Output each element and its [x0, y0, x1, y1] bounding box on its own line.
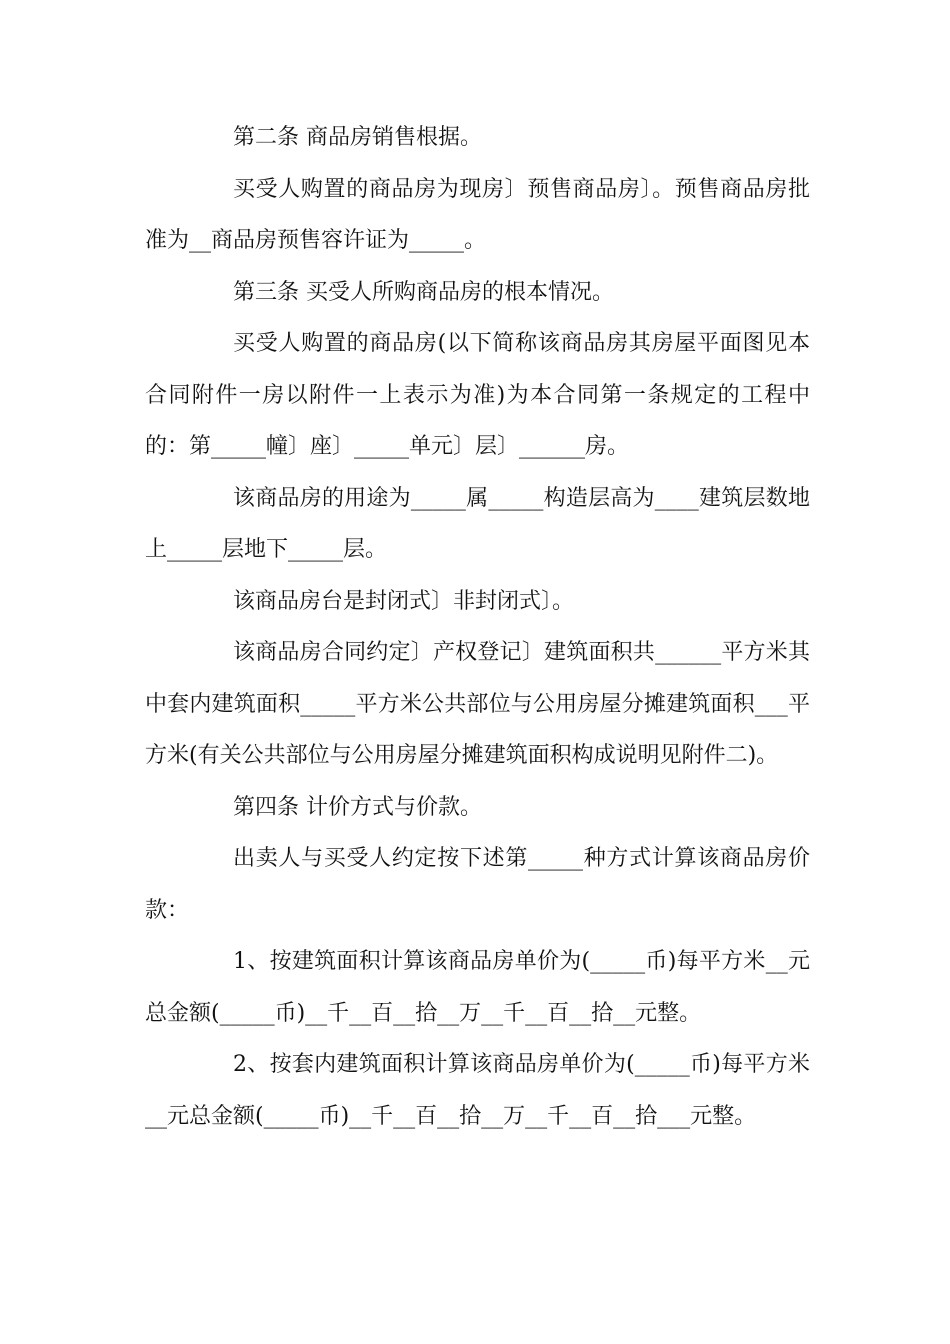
- article-4-heading: 第四条 计价方式与价款。: [233, 794, 482, 820]
- article-2-text: 买受人购置的商品房为现房〕预售商品房〕。预售商品房批准为__商品房预售容许证为_____。: [145, 176, 810, 253]
- document-body: [145, 112, 810, 1142]
- article-3-heading: 第三条 买受人所购商品房的根本情况。: [233, 279, 614, 305]
- article-3-property-use: 该商品房的用途为_____属_____构造层高为____建筑层数地上_____层地下_____层。: [145, 485, 810, 562]
- article-3-property-location: 买受人购置的商品房(以下简称该商品房其房屋平面图见本合同附件一房以附件一上表示为准)为本合同第一条规定的工程中的：第_____幢〕座〕_____单元〕层〕______房。: [145, 331, 810, 459]
- article-4-pricing-method: 出卖人与买受人约定按下述第_____种方式计算该商品房价款：: [145, 846, 810, 923]
- article-2-heading: 第二条 商品房销售根据。: [233, 125, 482, 150]
- article-3-floor-area: 该商品房合同约定〕产权登记〕建筑面积共______平方米其中套内建筑面积_____平方米公共部位与公用房屋分摊建筑面积___平方米(有关公共部位与公用房屋分摊建筑面积构成说明见附件二)。: [145, 640, 810, 768]
- article-3-balcony: 该商品房台是封闭式〕非封闭式〕。: [233, 588, 575, 614]
- pricing-option-2: 2、按套内建筑面积计算该商品房单价为(_____币)每平方米__元总金额(_____币)__千__百__拾__万__千__百__拾___元整。: [145, 1052, 810, 1129]
- pricing-option-1: 1、按建筑面积计算该商品房单价为(_____币)每平方米__元总金额(_____币)__千__百__拾__万__千__百__拾__元整。: [145, 949, 810, 1026]
